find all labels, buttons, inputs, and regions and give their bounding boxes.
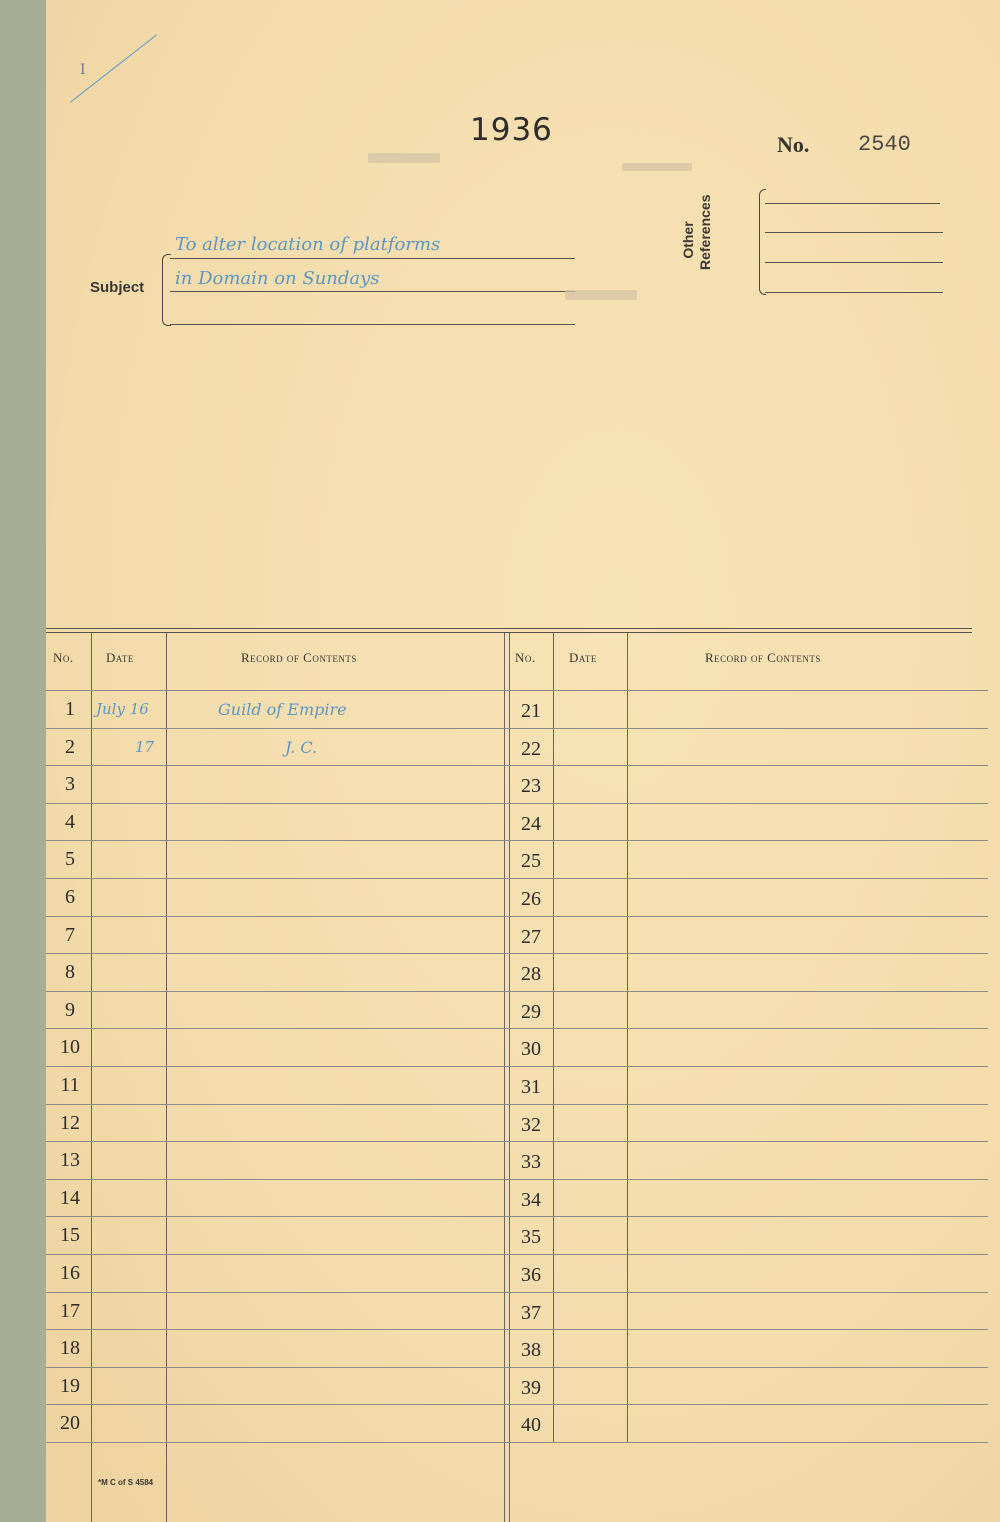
stamp-smudge <box>368 153 440 163</box>
row-number: 2 <box>65 736 75 758</box>
row-number: 4 <box>65 811 75 833</box>
header-record-left: Record of Contents <box>241 650 357 665</box>
row-number: 5 <box>65 848 75 870</box>
header-no-left: No. <box>53 650 74 665</box>
row-number: 8 <box>65 961 75 983</box>
row-number: 27 <box>521 926 541 948</box>
row-rule <box>46 878 988 879</box>
row-number: 13 <box>60 1149 80 1171</box>
table-bottom-rule <box>509 1442 988 1443</box>
row-number: 9 <box>65 999 75 1021</box>
row-number: 18 <box>60 1337 80 1359</box>
reference-line-1 <box>765 203 940 204</box>
row-number: 11 <box>60 1074 80 1096</box>
row-number: 37 <box>521 1302 541 1324</box>
row-number: 15 <box>60 1224 80 1246</box>
row-number: 33 <box>521 1151 541 1173</box>
row-number: 7 <box>65 924 75 946</box>
row-rule <box>46 690 988 691</box>
row-rule <box>46 1329 988 1330</box>
row-number: 34 <box>521 1189 541 1211</box>
column-divider <box>504 633 505 1522</box>
column-divider <box>166 633 167 1522</box>
table-top-rule <box>46 628 972 629</box>
row-rule <box>46 840 988 841</box>
file-number-label: No. <box>777 132 810 157</box>
row-number: 39 <box>521 1377 541 1399</box>
file-cover-paper <box>46 0 1000 1522</box>
row-number: 28 <box>521 963 541 985</box>
other-references-label: Other References <box>680 194 713 270</box>
row-number: 23 <box>521 775 541 797</box>
row-number: 20 <box>60 1412 80 1434</box>
row-rule <box>46 916 988 917</box>
row-number: 36 <box>521 1264 541 1286</box>
row-number: 21 <box>521 700 541 722</box>
row-rule <box>46 1028 988 1029</box>
stamp-smudge <box>565 290 637 300</box>
form-code: *M C of S 4584 <box>98 1478 154 1487</box>
row-number: 29 <box>521 1001 541 1023</box>
row-number: 32 <box>521 1114 541 1136</box>
row-rule <box>46 765 988 766</box>
header-date-left: Date <box>106 650 134 665</box>
row-rule <box>46 1066 988 1067</box>
row-number: 24 <box>521 813 541 835</box>
header-record-right: Record of Contents <box>705 650 821 665</box>
row-number: 30 <box>521 1038 541 1060</box>
references-brace <box>759 189 766 295</box>
stamp-smudge <box>622 163 692 171</box>
row-number: 31 <box>521 1076 541 1098</box>
row-rule <box>46 1104 988 1105</box>
row-number: 22 <box>521 738 541 760</box>
row-rule <box>46 728 988 729</box>
binding-strip <box>0 0 47 1522</box>
row-number: 26 <box>521 888 541 910</box>
subject-line-1 <box>170 258 575 259</box>
column-divider <box>627 633 628 1442</box>
subject-label: Subject <box>90 279 145 296</box>
row-record: J. C. <box>285 738 318 757</box>
reference-line-4 <box>765 292 943 293</box>
file-year: 1936 <box>470 112 553 148</box>
row-rule <box>46 953 988 954</box>
row-number: 10 <box>60 1036 80 1058</box>
subject-line-3 <box>170 324 575 325</box>
row-rule <box>46 1141 988 1142</box>
column-divider <box>509 633 510 1522</box>
row-record: Guild of Empire <box>218 700 347 719</box>
row-rule <box>46 1404 988 1405</box>
row-number: 38 <box>521 1339 541 1361</box>
row-date: 17 <box>135 738 155 756</box>
reference-line-3 <box>765 262 943 263</box>
column-divider <box>91 633 92 1522</box>
row-number: 3 <box>65 773 75 795</box>
row-rule <box>46 1216 988 1217</box>
row-rule <box>46 1254 988 1255</box>
row-number: 1 <box>65 698 75 720</box>
subject-handwriting-1: To alter location of platforms <box>175 234 441 255</box>
row-number: 25 <box>521 850 541 872</box>
row-number: 14 <box>60 1187 80 1209</box>
row-rule <box>46 1179 988 1180</box>
row-number: 16 <box>60 1262 80 1284</box>
reference-line-2 <box>765 232 943 233</box>
row-number: 6 <box>65 886 75 908</box>
subject-handwriting-2: in Domain on Sundays <box>175 268 380 289</box>
subject-line-2 <box>170 291 575 292</box>
row-date: July 16 <box>96 700 149 718</box>
row-rule <box>46 991 988 992</box>
row-number: 12 <box>60 1112 80 1134</box>
row-number: 17 <box>60 1300 80 1322</box>
row-number: 40 <box>521 1414 541 1436</box>
row-rule <box>46 1292 988 1293</box>
row-rule <box>46 1367 988 1368</box>
row-number: 19 <box>60 1375 80 1397</box>
column-divider <box>553 633 554 1442</box>
header-date-right: Date <box>569 650 597 665</box>
row-rule <box>46 803 988 804</box>
corner-mark: I <box>80 62 86 78</box>
subject-brace <box>162 254 171 326</box>
row-number: 35 <box>521 1226 541 1248</box>
file-number-value: 2540 <box>858 132 911 157</box>
header-no-right: No. <box>515 650 536 665</box>
